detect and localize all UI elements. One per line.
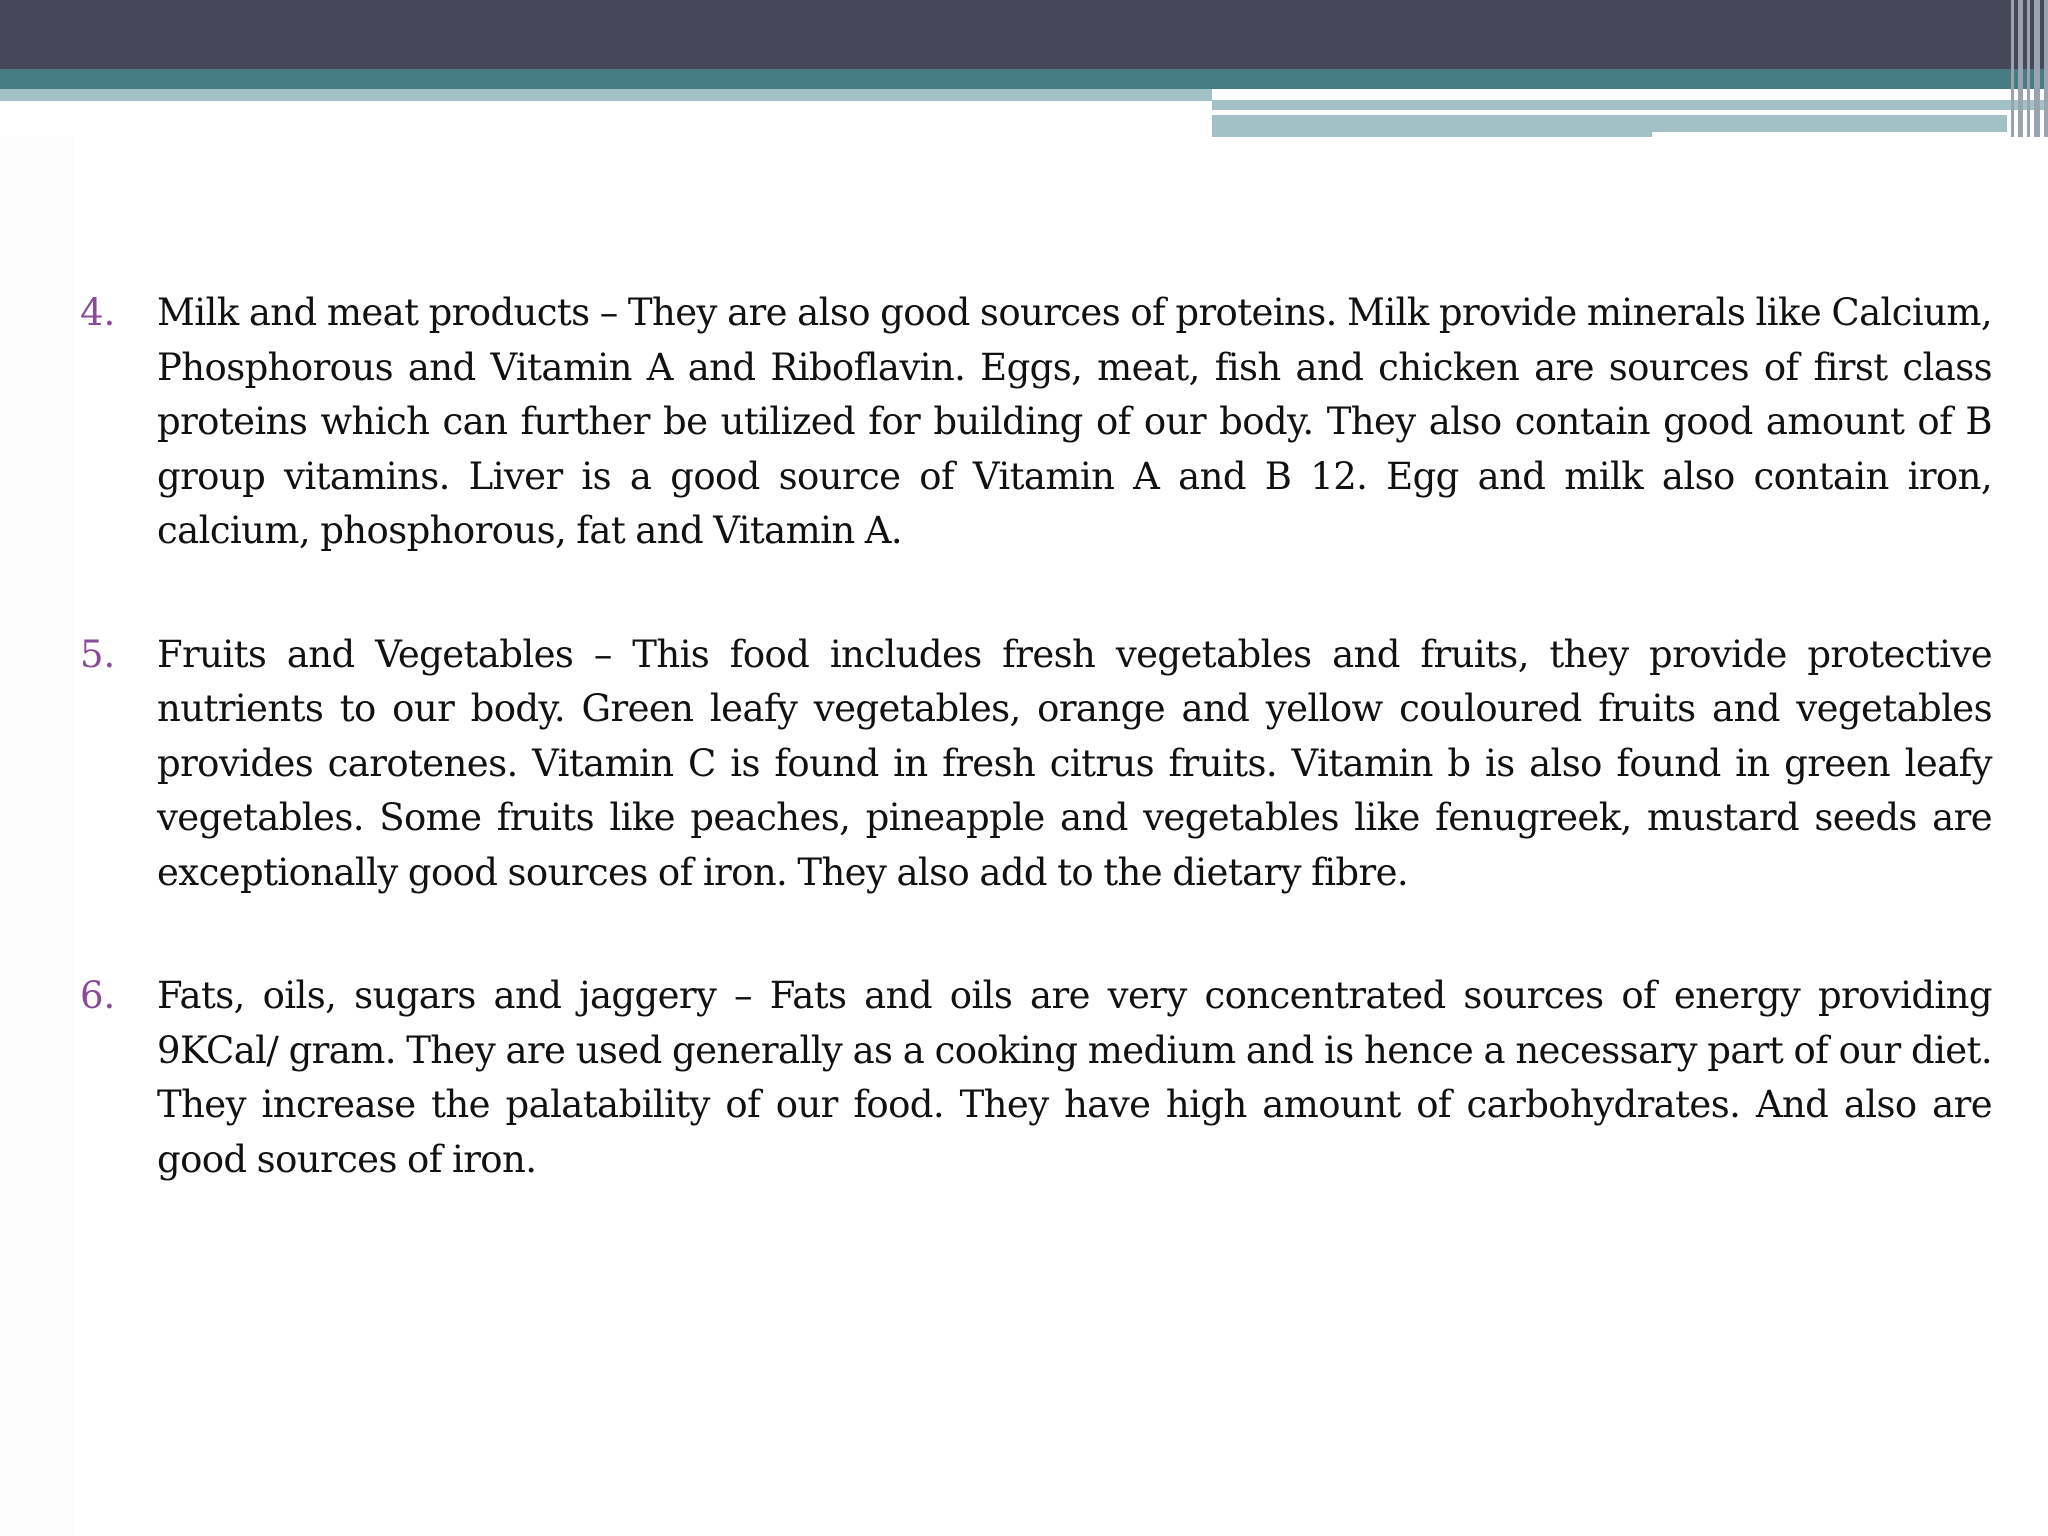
header-band-light-right (1212, 100, 2048, 110)
header-band-teal (0, 69, 2048, 89)
header-right-stripes (1988, 0, 2048, 137)
header-band-light-right-tail (1652, 115, 2007, 132)
list-item (80, 286, 1992, 559)
list-number: 6. (80, 974, 116, 1017)
header-band-light-left (0, 89, 1212, 101)
left-margin-shade (0, 137, 75, 1536)
list-text: Fruits and Vegetables – This food includes fresh vegetables and fruits, they provide protective nutrients to our body. Green leafy vegetables, orange and yellow couloured fruits and vegetables provides carotenes. Vitamin C is found in fresh citrus fruits. Vitamin b is also found in green leafy vegetables. Some fruits like peaches, pineapple and vegetables like fenugreek, mustard seeds are exceptionally good sources of iron. They also add to the dietary fibre. (157, 632, 1992, 894)
slide-body (80, 286, 1992, 1256)
list-text: Fats, oils, sugars and jaggery – Fats and oils are very concentrated sources of energy providing 9KCal/ gram. They are used generally as a cooking medium and is hence a necessary part of our diet. They increase the palatability of our food. They have high amount of carbohydrates. And also are good sources of iron. (157, 974, 1992, 1181)
header-band-dark (0, 0, 2048, 69)
header-band-light-right-lower (1212, 115, 1652, 137)
list-text: Milk and meat products – They are also good sources of proteins. Milk provide minerals like Calcium, Phosphorous and Vitamin A and Riboflavin. Eggs, meat, fish and chicken are sources of first class proteins which can further be utilized for building of our body. They also contain good amount of B group vitamins. Liver is a good source of Vitamin A and B 12. Egg and milk also contain iron, calcium, phosphorous, fat and Vitamin A. (157, 291, 1992, 552)
list-number: 5. (80, 632, 116, 676)
numbered-list (80, 286, 1992, 1187)
list-item (80, 969, 1992, 1187)
header-thin-line (1212, 112, 1897, 115)
list-number: 4. (80, 291, 116, 334)
list-item (80, 628, 1992, 901)
